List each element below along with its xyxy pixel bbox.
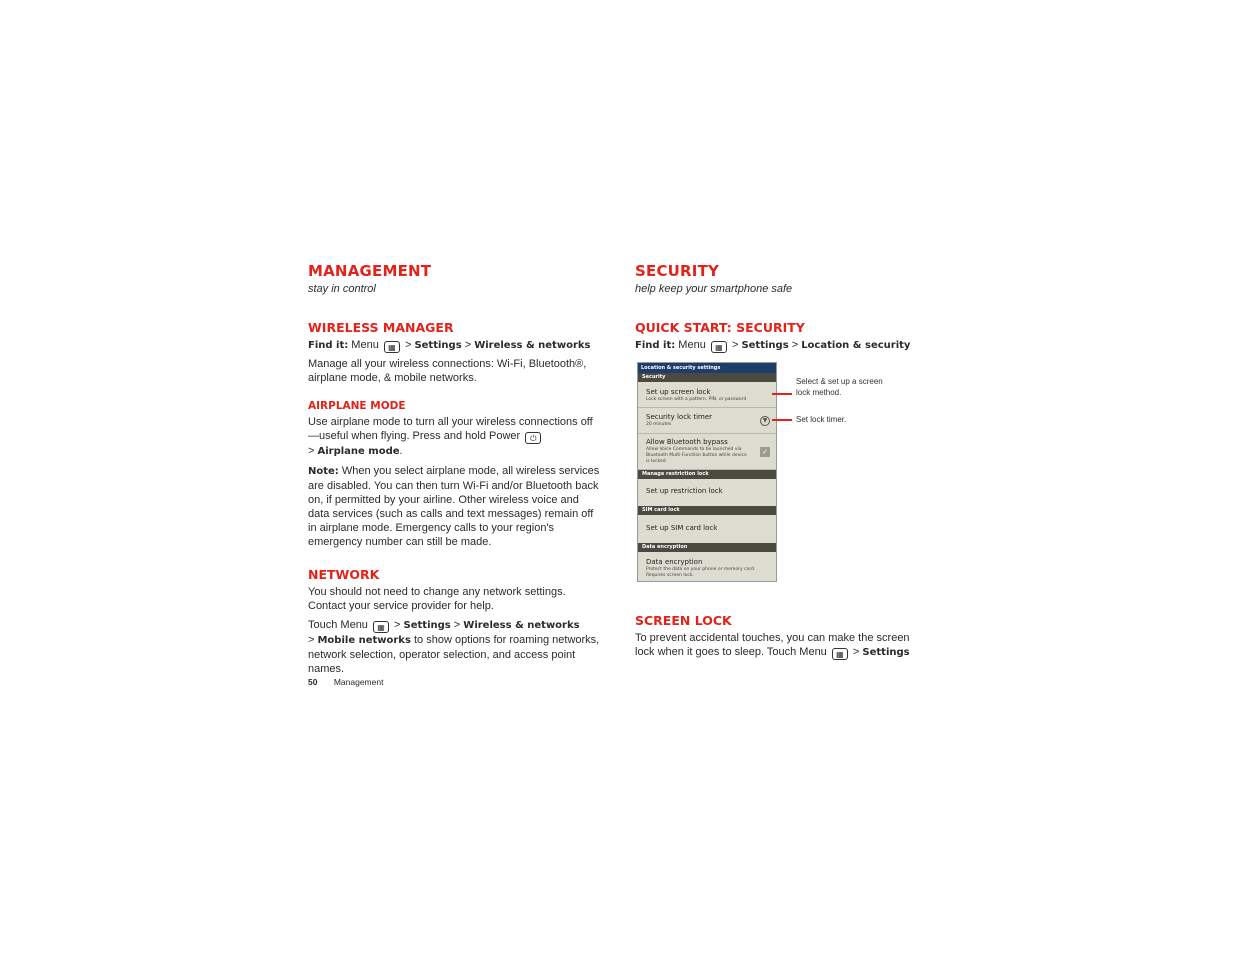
phone-row-lock-timer[interactable] — [638, 408, 776, 434]
phone-row-sim-lock[interactable] — [638, 515, 776, 543]
right-column — [635, 262, 927, 353]
security-findit: Find it: Menu ▦ > Settings > Location & security — [635, 339, 911, 352]
checkbox-icon[interactable]: ✓ — [760, 447, 770, 457]
page-number: 50 — [308, 677, 318, 687]
path-settings: Settings — [862, 647, 910, 658]
findit-label: Find it: — [635, 340, 676, 351]
airplane-mode-heading: AIRPLANE MODE — [308, 400, 406, 412]
menu-text: Menu — [678, 339, 706, 351]
dropdown-icon: ▼ — [760, 416, 770, 426]
path-settings: Settings — [741, 340, 789, 351]
security-title: SECURITY — [635, 262, 720, 280]
callout-screen-lock: Select & set up a screen lock method. — [796, 377, 883, 397]
network-body: You should not need to change any network settings. Contact your service provider for help. — [308, 586, 566, 612]
airplane-text: Use airplane mode to turn all your wireless connections off—useful when flying. Press and hold Power — [308, 416, 593, 442]
phone-screenshot — [637, 362, 777, 582]
wireless-manager-heading: WIRELESS MANAGER — [308, 320, 454, 335]
menu-key-icon: ▦ — [373, 621, 389, 633]
footer-section: Management — [333, 677, 384, 687]
screen-lock-heading: SCREEN LOCK — [635, 613, 732, 628]
wireless-findit: Find it: Menu ▦ > Settings > Wireless & networks — [308, 339, 591, 352]
row-sub: 20 minutes — [646, 422, 672, 427]
path-airplane-mode: Airplane mode — [317, 446, 400, 457]
screen-lock-section — [635, 613, 927, 660]
path-wireless-networks: Wireless & networks — [463, 620, 580, 631]
path-settings: Settings — [403, 620, 451, 631]
menu-text: Menu — [351, 339, 379, 351]
row-main: Set up restriction lock — [646, 487, 723, 495]
screen-lock-body: To prevent accidental touches, you can make the screen lock when it goes to sleep. Touch Menu ▦ > Settings — [635, 632, 910, 659]
phone-row-data-encryption[interactable] — [638, 552, 776, 582]
phone-section-security: Security — [638, 373, 776, 382]
airplane-body: Use airplane mode to turn all your wireless connections off—useful when flying. Press and hold Power ⏻ > Airplane mode. — [308, 416, 593, 457]
note-label: Note: — [308, 466, 339, 477]
network-touch: Touch Menu ▦ > Settings > Wireless & networks > Mobile networks to show options for roaming networks, network selection, operator selection, and access point names. — [308, 619, 600, 675]
page-title: MANAGEMENT — [308, 262, 432, 280]
path-settings: Settings — [414, 340, 462, 351]
path-location-security: Location & security — [801, 340, 911, 351]
network-heading: NETWORK — [308, 567, 380, 582]
airplane-note — [308, 464, 600, 549]
phone-section-encryption: Data encryption — [638, 543, 776, 552]
screen-lock-text: To prevent accidental touches, you can make the screen lock when it goes to sleep. Touch Menu — [635, 632, 910, 658]
phone-row-screen-lock[interactable] — [638, 382, 776, 408]
security-tagline: help keep your smartphone safe — [635, 283, 793, 295]
phone-row-restriction-lock[interactable] — [638, 479, 776, 506]
power-key-icon: ⏻ — [525, 432, 541, 444]
menu-key-icon: ▦ — [384, 341, 400, 353]
row-main: Set up screen lock — [646, 388, 711, 396]
callout-timer: Set lock timer. — [796, 415, 847, 424]
menu-key-icon: ▦ — [832, 648, 848, 660]
row-main: Data encryption — [646, 558, 703, 566]
row-sub: Protect the data on your phone or memory card. Requires screen lock. — [646, 567, 756, 578]
row-sub: Lock screen with a pattern, PIN, or password — [646, 397, 747, 402]
note-body: When you select airplane mode, all wireless services are disabled. You can then turn Wi-Fi and/or Bluetooth back on, if permitted by your airline. Other wireless voice and data services (such as calls and text messages) remain off in airplane mode. Emergency calls to your region's emergency number can still be made. — [308, 465, 600, 548]
row-main: Set up SIM card lock — [646, 524, 718, 532]
wireless-body: Manage all your wireless connections: Wi-Fi, Bluetooth®, airplane mode, & mobile networks. — [308, 358, 587, 384]
callout-line-screen-lock — [772, 393, 792, 395]
quick-start-heading: QUICK START: SECURITY — [635, 320, 805, 335]
network-options-text: to show options for roaming networks, network selection, operator selection, and access point names. — [308, 634, 600, 675]
phone-section-sim: SIM card lock — [638, 506, 776, 515]
row-main: Security lock timer — [646, 413, 713, 421]
left-column — [308, 262, 600, 676]
phone-row-bt-bypass[interactable] — [638, 434, 776, 470]
phone-section-restriction: Manage restriction lock — [638, 470, 776, 479]
row-sub: Allow Voice Commands to be launched via Bluetooth Multi-Function button while device is locked — [646, 447, 747, 464]
path-mobile-networks: Mobile networks — [317, 635, 411, 646]
row-main: Allow Bluetooth bypass — [646, 438, 728, 446]
findit-label: Find it: — [308, 340, 349, 351]
phone-title: Location & security settings — [638, 363, 776, 373]
path-wireless-networks: Wireless & networks — [474, 340, 591, 351]
menu-key-icon: ▦ — [711, 341, 727, 353]
callout-line-timer — [772, 419, 792, 421]
touch-menu-text: Touch Menu — [308, 619, 368, 631]
page-tagline: stay in control — [308, 283, 376, 295]
page-footer — [308, 677, 383, 687]
